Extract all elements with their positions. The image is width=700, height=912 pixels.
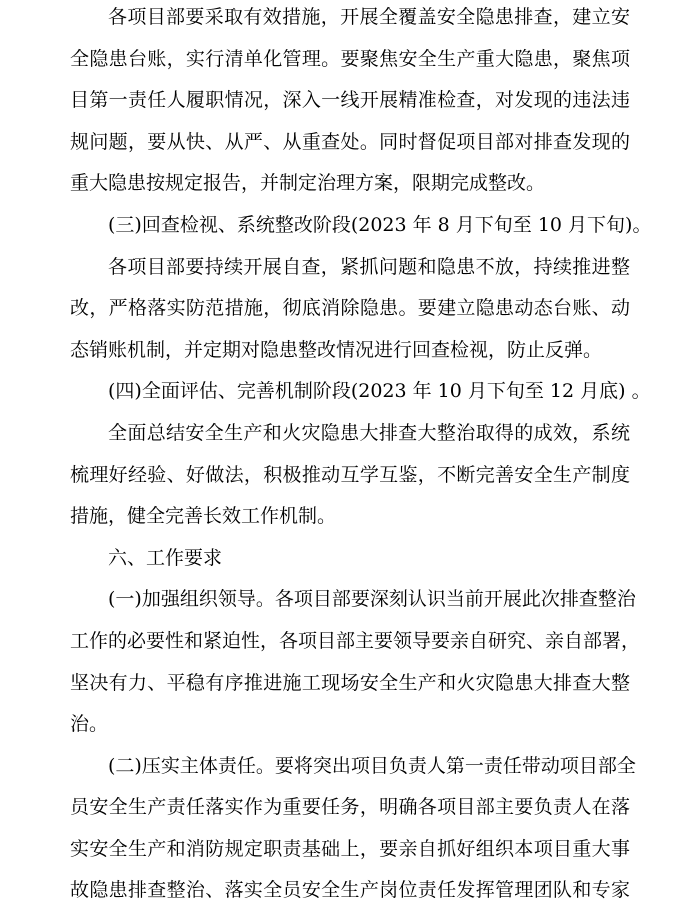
section-heading: 六、工作要求 xyxy=(108,546,223,569)
text-line: 工作的必要性和紧迫性，各项目部主要领导要亲自研究、亲自部署， xyxy=(70,629,641,652)
text-line: 各项目部要持续开展自查，紧抓问题和隐患不放，持续推进整 xyxy=(108,255,630,278)
text-line: 全面总结安全生产和火灾隐患大排查大整治取得的成效，系统 xyxy=(108,421,630,444)
text-line: 实安全生产和消防规定职责基础上，要亲自抓好组织本项目重大事 xyxy=(70,837,630,860)
text-line: 全隐患台账，实行清单化管理。要聚焦安全生产重大隐患，聚焦项 xyxy=(70,47,630,70)
text-line: 规问题，要从快、从严、从重查处。同时督促项目部对排查发现的 xyxy=(70,130,630,153)
text-line: 目第一责任人履职情况，深入一线开展精准检查，对发现的违法违 xyxy=(70,89,630,112)
section-heading: (三)回查检视、系统整改阶段(2023 年 8 月下旬至 10 月下旬)。 xyxy=(108,213,652,236)
text-line: 重大隐患按规定报告，并制定治理方案，限期完成整改。 xyxy=(70,172,546,195)
text-line: (二)压实主体责任。要将突出项目负责人第一责任带动项目部全 xyxy=(108,754,636,777)
text-line: 各项目部要采取有效措施，开展全覆盖安全隐患排查，建立安 xyxy=(108,6,630,28)
text-line: (一)加强组织领导。各项目部要深刻认识当前开展此次排查整治 xyxy=(108,588,636,611)
text-line: 改，严格落实防范措施，彻底消除隐患。要建立隐患动态台账、动 xyxy=(70,297,630,320)
section-heading: (四)全面评估、完善机制阶段(2023 年 10 月下旬至 12 月底) 。 xyxy=(108,380,651,403)
text-line: 故隐患排查整治、落实全员安全生产岗位责任发挥管理团队和专家 xyxy=(70,879,630,902)
text-line: 治。 xyxy=(70,713,109,736)
text-line: 坚决有力、平稳有序推进施工现场安全生产和火灾隐患大排查大整 xyxy=(70,671,630,694)
document-body xyxy=(70,0,652,912)
text-line: 态销账机制，并定期对隐患整改情况进行回查检视，防止反弹。 xyxy=(70,338,603,361)
text-line: 措施，健全完善长效工作机制。 xyxy=(70,505,337,528)
text-line: 员安全生产责任落实作为重要任务，明确各项目部主要负责人在落 xyxy=(70,796,630,819)
text-line: 梳理好经验、好做法，积极推动互学互鉴，不断完善安全生产制度 xyxy=(70,463,630,486)
